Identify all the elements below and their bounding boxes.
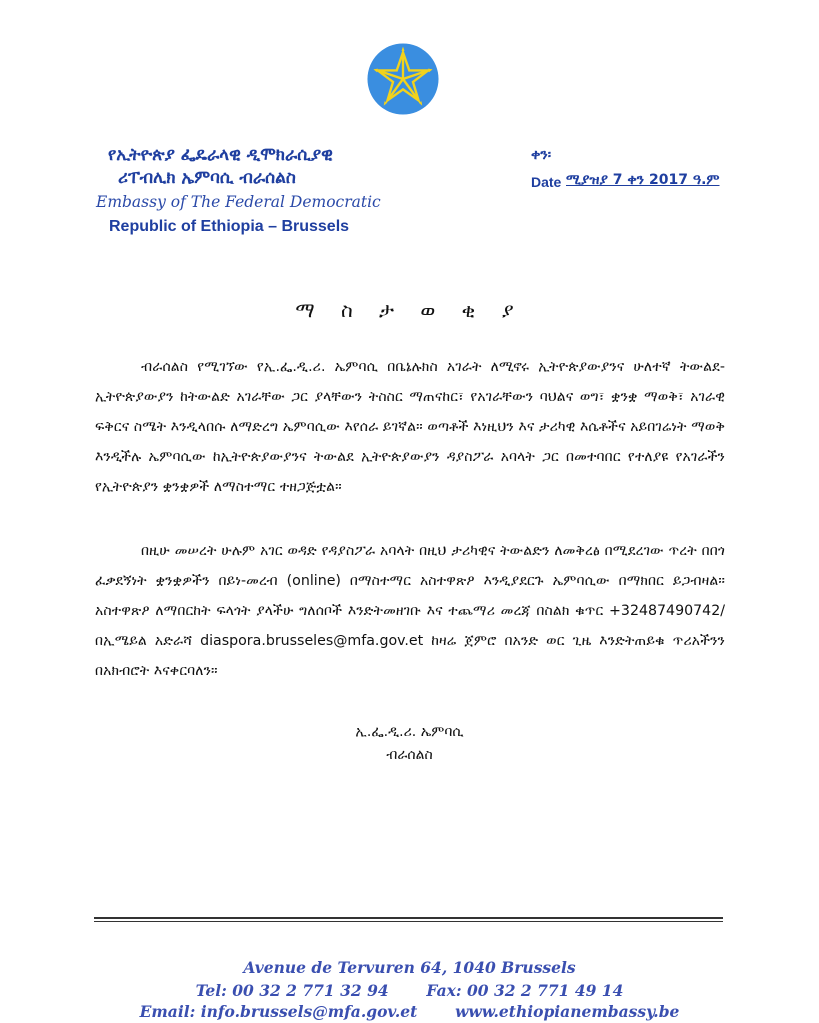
footer-address: Avenue de Tervuren 64, 1040 Brussels [243,958,576,977]
embassy-name-amharic-line2: ሪፐብሊክ ኤምባሲ ብራሰልስ [118,168,296,188]
date-label-english: Date [531,174,562,190]
notice-title: ማ ስ ታ ወ ቂ ያ [295,298,524,322]
footer-divider-thick [94,917,723,919]
notice-paragraph-2: በዚሁ መሠረት ሁሉም አገር ወዳድ የዳያስፖራ አባላት በዚህ ታሪካዊና ትውልድን ለመቅረፅ በሚደረገው ጥረት በበጎ ፈቃደኝነት ቋንቋዎችን በይነ-መረብ (online) በማስተማር አስተዋጽዖ እንዲያደርጉ ኤምባሲው በማክበር ይጋብዛል። አስተዋጽዖ ለማበርከት ፍላጎት ያላችሁ ግለሰቦች እንድትመዘገቡ እና ተጨማሪ መረጃ በስልክ ቁጥር +32487490742/ በኢሜይል አድራሻ diaspora.brusseles@mfa.gov.et ከዛሬ ጀምሮ በአንድ ወር ጊዜ እንድትጠይቁ ጥሪአችንን በአክብሮት እናቀርባለን። [95,543,725,679]
embassy-name-amharic-line1: የኢትዮጵያ ፌዴራላዊ ዲሞክራሲያዊ [108,145,333,165]
footer-tel: Tel: 00 32 2 771 32 94 [195,981,389,1000]
date-value: ሚያዝያ 7 ቀን 2017 ዓ.ም [566,172,720,188]
footer-email[interactable]: Email: info.brussels@mfa.gov.et [139,1002,418,1021]
embassy-name-english-line1: Embassy of The Federal Democratic [96,193,381,211]
signature-line-1: ኢ.ፌ.ዲ.ሪ. ኤምባሲ [355,724,464,740]
embassy-name-english-line2: Republic of Ethiopia – Brussels [109,218,350,235]
footer-divider-thin [94,921,723,922]
footer-fax: Fax: 00 32 2 771 49 14 [426,981,624,1000]
footer-phone-line [0,981,819,1000]
date-label-amharic: ቀን፡ [531,146,552,162]
footer-website[interactable]: www.ethiopianembassy.be [455,1002,680,1021]
signature-line-2: ብራሰልስ [386,747,433,763]
ethiopian-emblem-icon [366,42,440,116]
footer-contact-line [0,1002,819,1021]
notice-paragraph-1: ብራሰልስ የሚገኘው የኢ.ፌ.ዲ.ሪ. ኤምባሲ በቤኔሉክስ አገራት ለሚኖሩ ኢትዮጵያውያንና ሁለተኛ ትውልደ-ኢትዮጵያውያን ከትውልድ አገራቸው ጋር ያላቸውን ትስስር ማጠናከር፣ የአገራቸውን ባህልና ወግ፣ ቋንቋ ማወቅ፣ አገራዊ ፍቅርና ስሜት እንዲላበሱ ለማድረግ ኤምባሲው እየሰራ ይገኛል። ወጣቶች እነዚህን እና ታሪካዊ እሴቶችና አይበገሬነት ማወቅ እንዲችሉ ኤምባሲው ከኢትዮጵያውያንና ትውልደ ኢትዮጵያውያን ዳያስፖራ አባላት ጋር በመተባበር የተለያዩ የአገራችን የኢትዮጵያን ቋንቋዎች ለማስተማር ተዘጋጅቷል። [95,359,725,495]
